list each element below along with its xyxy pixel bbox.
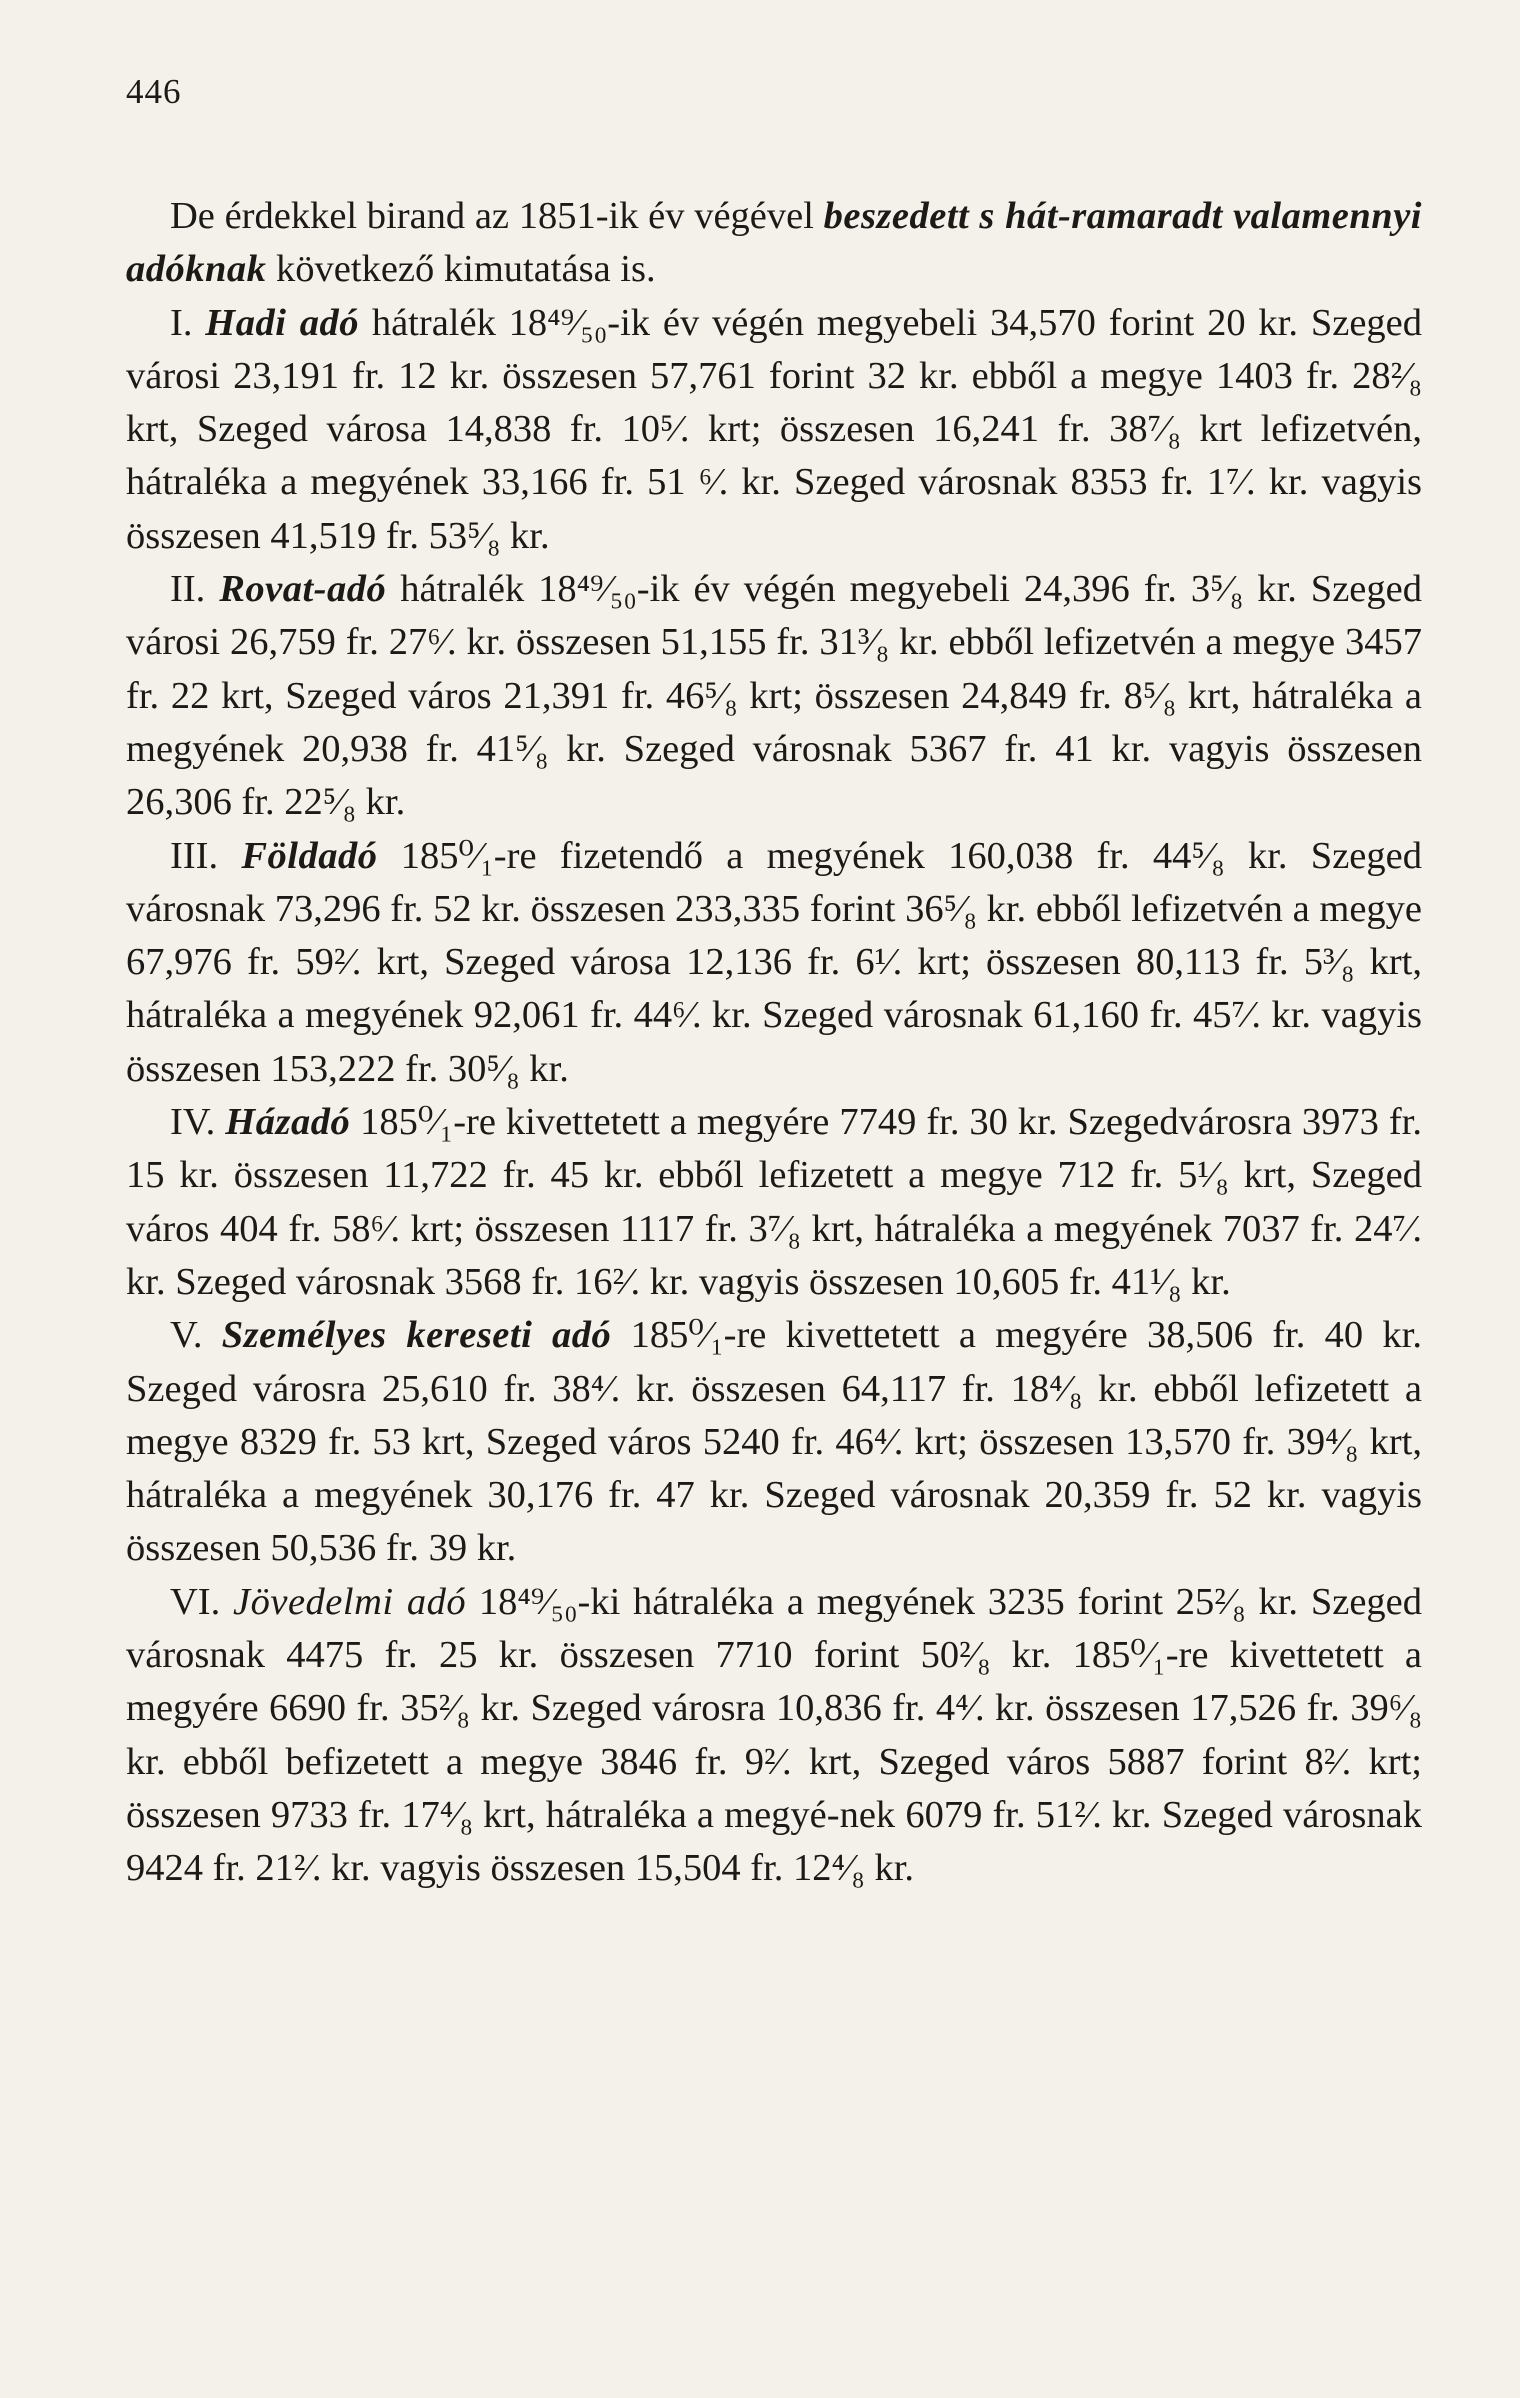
section-numeral: IV.	[170, 1101, 226, 1144]
section-numeral: I.	[170, 301, 206, 344]
paragraph-text: 18⁴⁹⁄₅₀-ki hátraléka a megyének 3235 forint 25²⁄₈ kr. Szeged városnak 4475 fr. 25 kr. összesen 7710 forint 50²⁄₈ kr. 185⁰⁄₁-re kivettetett a megyére 6690 fr. 35²⁄₈ kr. Szeged városra 10,836 fr. 4⁴⁄. kr. összesen 17,526 fr. 39⁶⁄₈ kr. ebből befizetett a megye 3846 fr. 9²⁄. krt, Szeged város 5887 forint 8²⁄. krt; összesen 9733 fr. 17⁴⁄₈ krt, hátraléka a megyé-nek 6079 fr. 51²⁄. kr. Szeged városnak 9424 fr. 21²⁄. kr. vagyis összesen 15,504 fr. 12⁴⁄₈ kr.	[126, 1580, 1422, 1890]
section-heading: Rovat-adó	[219, 568, 387, 611]
section-numeral: III.	[170, 834, 242, 877]
paragraph-szemelyes-kereseti-ado	[126, 1309, 1422, 1575]
paragraph-hadi-ado	[126, 297, 1422, 563]
paragraph-hazado	[126, 1096, 1422, 1309]
section-heading: Házadó	[225, 1101, 351, 1144]
section-heading: Földadó	[241, 834, 378, 877]
body-text	[126, 190, 1422, 1896]
section-heading: Hadi adó	[205, 301, 360, 344]
section-heading: Személyes kereseti adó	[221, 1314, 612, 1357]
section-heading: Jövedelmi adó	[233, 1580, 467, 1623]
paragraph-text: következő kimutatása is.	[266, 248, 656, 291]
paragraph-text: De érdekkel birand az 1851-ik év végével	[170, 195, 824, 237]
paragraph-text: 185⁰⁄₁-re fizetendő a megyének 160,038 fr. 44⁵⁄₈ kr. Szeged városnak 73,296 fr. 52 kr. összesen 233,335 forint 36⁵⁄₈ kr. ebből lefizetvén a megye 67,976 fr. 59²⁄. krt, Szeged városa 12,136 fr. 6¹⁄. krt; összesen 80,113 fr. 5³⁄₈ krt, hátraléka a megyének 92,061 fr. 44⁶⁄. kr. Szeged városnak 61,160 fr. 45⁷⁄. kr. vagyis összesen 153,222 fr. 30⁵⁄₈ kr.	[126, 834, 1422, 1090]
section-numeral: V.	[170, 1314, 222, 1357]
paragraph-text: 185⁰⁄₁-re kivettetett a megyére 38,506 fr. 40 kr. Szeged városra 25,610 fr. 38⁴⁄. kr. összesen 64,117 fr. 18⁴⁄₈ kr. ebből lefizetett a megye 8329 fr. 53 krt, Szeged város 5240 fr. 46⁴⁄. krt; összesen 13,570 fr. 39⁴⁄₈ krt, hátraléka a megyének 30,176 fr. 47 kr. Szeged városnak 20,359 fr. 52 kr. vagyis összesen 50,536 fr. 39 kr.	[126, 1314, 1422, 1570]
paragraph-text: 185⁰⁄₁-re kivettetett a megyére 7749 fr. 30 kr. Szegedvárosra 3973 fr. 15 kr. összesen 11,722 fr. 45 kr. ebből lefizetett a megye 712 fr. 5¹⁄₈ krt, Szeged város 404 fr. 58⁶⁄. krt; összesen 1117 fr. 3⁷⁄₈ krt, hátraléka a megyének 7037 fr. 24⁷⁄. kr. Szeged városnak 3568 fr. 16²⁄. kr. vagyis összesen 10,605 fr. 41¹⁄₈ kr.	[126, 1101, 1422, 1303]
paragraph-rovat-ado	[126, 563, 1422, 829]
emphasized-phrase: beszedett s hát-ramaradt valamennyi adóknak	[126, 195, 1422, 291]
paragraph-foldado	[126, 830, 1422, 1096]
paragraph-jovedelmi-ado	[126, 1576, 1422, 1896]
section-numeral: VI.	[170, 1580, 234, 1623]
section-numeral: II.	[170, 568, 220, 611]
paragraph-text: hátralék 18⁴⁹⁄₅₀-ik év végén megyebeli 34,570 forint 20 kr. Szeged városi 23,191 fr. 12 kr. összesen 57,761 forint 32 kr. ebből a megye 1403 fr. 28²⁄₈ krt, Szeged városa 14,838 fr. 10⁵⁄. krt; összesen 16,241 fr. 38⁷⁄₈ krt lefizetvén, hátraléka a megyének 33,166 fr. 51 ⁶⁄. kr. Szeged városnak 8353 fr. 1⁷⁄. kr. vagyis összesen 41,519 fr. 53⁵⁄₈ kr.	[126, 301, 1422, 557]
paragraph-intro	[126, 190, 1422, 297]
page-number: 446	[126, 72, 182, 111]
paragraph-text: hátralék 18⁴⁹⁄₅₀-ik év végén megyebeli 24,396 fr. 3⁵⁄₈ kr. Szeged városi 26,759 fr. 27⁶⁄. kr. összesen 51,155 fr. 31³⁄₈ kr. ebből lefizetvén a megye 3457 fr. 22 krt, Szeged város 21,391 fr. 46⁵⁄₈ krt; összesen 24,849 fr. 8⁵⁄₈ krt, hátraléka a megyének 20,938 fr. 41⁵⁄₈ kr. Szeged városnak 5367 fr. 41 kr. vagyis összesen 26,306 fr. 22⁵⁄₈ kr.	[126, 568, 1422, 824]
